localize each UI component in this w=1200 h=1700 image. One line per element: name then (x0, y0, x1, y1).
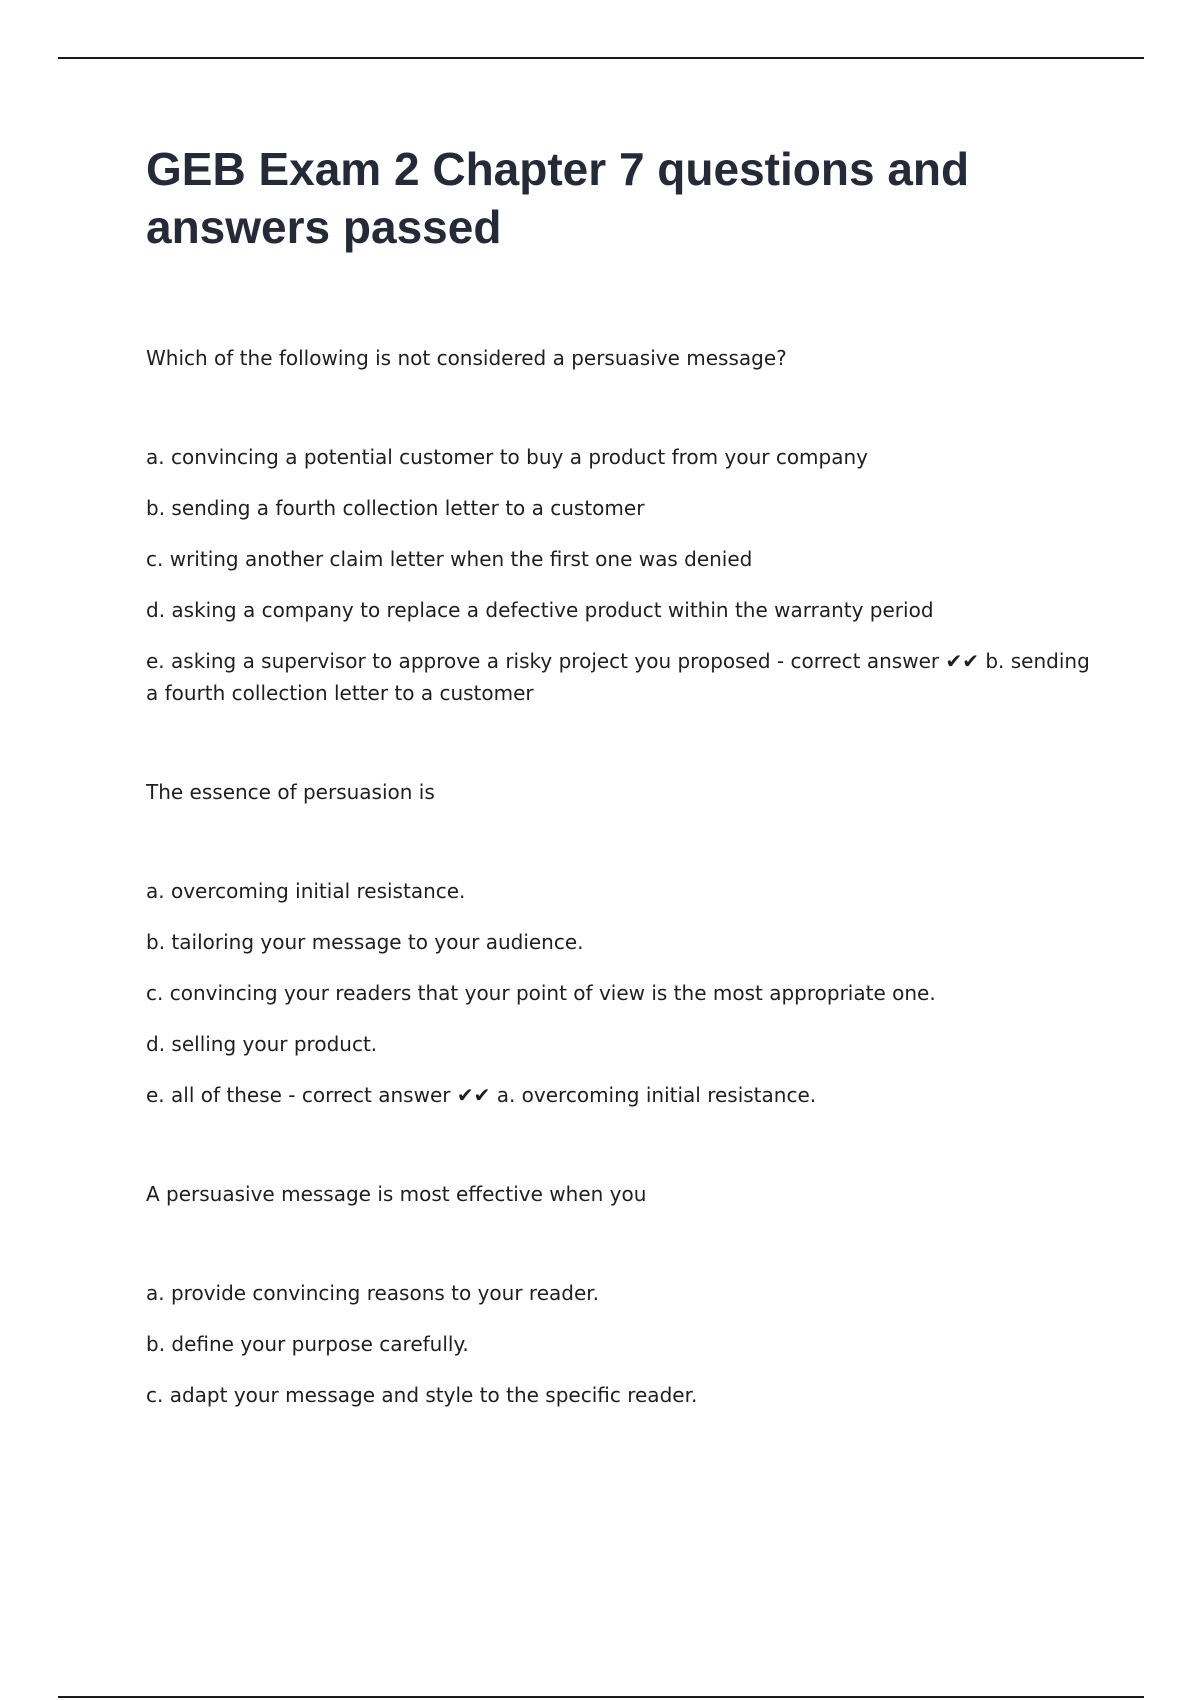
question-2-prompt: The essence of persuasion is (146, 780, 435, 804)
question-3 (146, 1178, 1096, 1411)
question-3-prompt: A persuasive message is most effective when you (146, 1182, 647, 1206)
top-rule (58, 57, 1144, 59)
question-1-option-b: b. sending a fourth collection letter to a customer (146, 496, 645, 520)
question-2-option-e-answer: e. all of these - correct answer ✔✔ a. overcoming initial resistance. (146, 1083, 817, 1107)
question-3-option-a: a. provide convincing reasons to your reader. (146, 1281, 599, 1305)
bottom-rule (58, 1696, 1144, 1698)
question-1-option-c: c. writing another claim letter when the first one was denied (146, 547, 753, 571)
question-1-option-d: d. asking a company to replace a defective product within the warranty period (146, 598, 934, 622)
question-2-option-b: b. tailoring your message to your audience. (146, 930, 584, 954)
question-3-option-c: c. adapt your message and style to the specific reader. (146, 1383, 698, 1407)
question-1-prompt: Which of the following is not considered a persuasive message? (146, 346, 787, 370)
document-body (146, 140, 1096, 1430)
question-3-option-b: b. define your purpose carefully. (146, 1332, 469, 1356)
document-title: GEB Exam 2 Chapter 7 questions and answers passed (146, 143, 970, 253)
question-1-option-a: a. convincing a potential customer to buy a product from your company (146, 445, 869, 469)
question-1-options (146, 441, 1096, 709)
question-2-option-a: a. overcoming initial resistance. (146, 879, 466, 903)
question-2-option-c: c. convincing your readers that your point of view is the most appropriate one. (146, 981, 936, 1005)
question-2-option-d: d. selling your product. (146, 1032, 378, 1056)
question-2 (146, 776, 1096, 1111)
question-2-options (146, 875, 1096, 1111)
question-1 (146, 342, 1096, 709)
question-3-options (146, 1277, 1096, 1411)
question-1-option-e-answer: e. asking a supervisor to approve a risky project you proposed - correct answer ✔✔ b. sending a fourth collection letter to a customer (146, 649, 1090, 705)
